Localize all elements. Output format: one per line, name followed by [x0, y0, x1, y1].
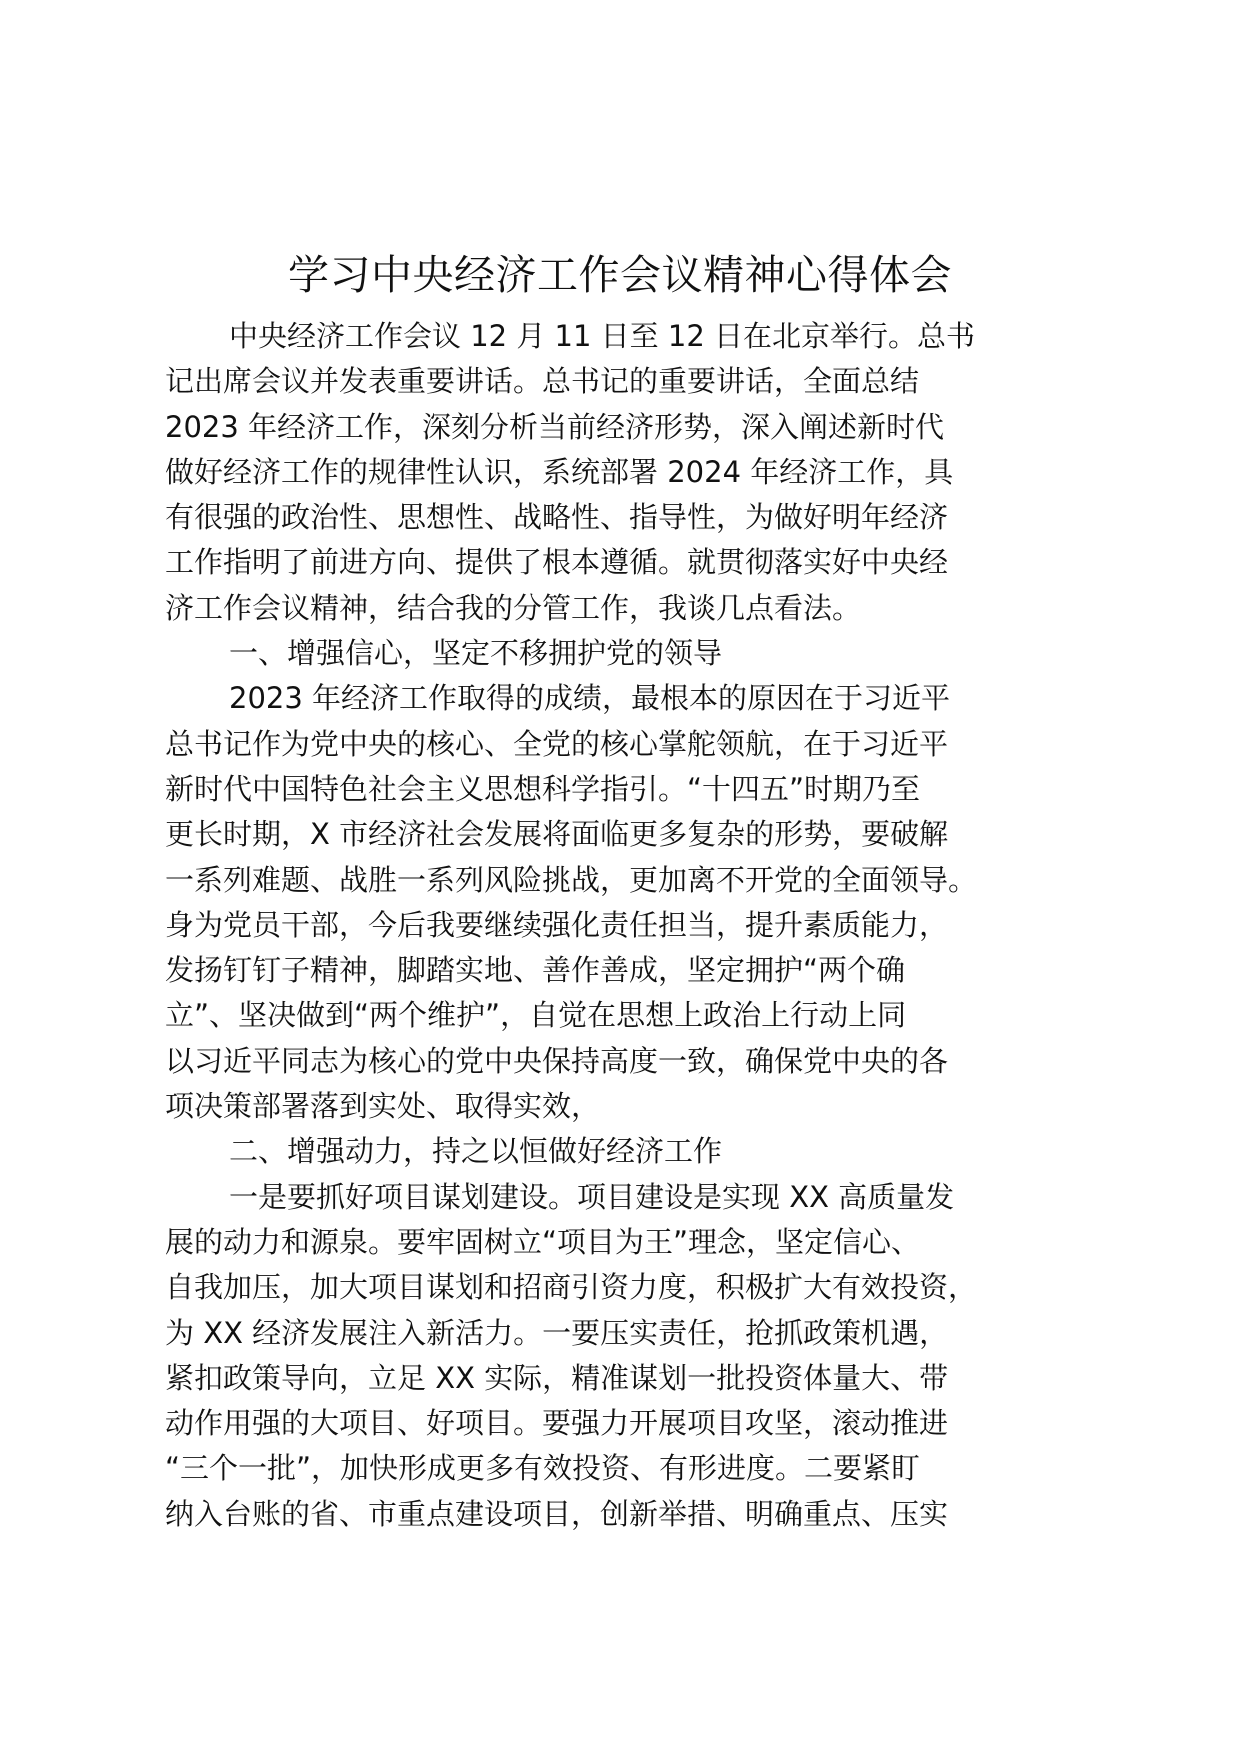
- paragraph-line: 以习近平同志为核心的党中央保持高度一致，确保党中央的各: [165, 1043, 949, 1078]
- paragraph-line: 2023 年经济工作，深刻分析当前经济形势，深入阐述新时代: [165, 409, 945, 444]
- paragraph-line: 记出席会议并发表重要讲话。总书记的重要讲话，全面总结: [165, 364, 920, 399]
- section-heading: 二、增强动力，持之以恒做好经济工作: [229, 1134, 723, 1169]
- paragraph-line: 发扬钉钉子精神，脚踏实地、善作善成，坚定拥护“两个确: [165, 953, 906, 988]
- paragraph-line: 紧扣政策导向，立足 XX 实际，精准谋划一批投资体量大、带: [165, 1360, 949, 1395]
- paragraph-line: 新时代中国特色社会主义思想科学指引。“十四五”时期乃至: [165, 771, 921, 806]
- paragraph-line: 一系列难题、战胜一系列风险挑战，更加离不开党的全面领导。: [165, 862, 978, 897]
- paragraph-line: 总书记作为党中央的核心、全党的核心掌舵领航，在于习近平: [165, 726, 949, 761]
- paragraph-line: 立”、坚决做到“两个维护”，自觉在思想上政治上行动上同: [165, 998, 907, 1033]
- document-title: 学习中央经济工作会议精神心得体会: [288, 251, 952, 299]
- paragraph-line: 项决策部署落到实处、取得实效，: [165, 1089, 601, 1124]
- paragraph-line: 为 XX 经济发展注入新活力。一要压实责任，抢抓政策机遇，: [165, 1315, 949, 1350]
- document-body: [165, 314, 1075, 1537]
- paragraph-line: 有很强的政治性、思想性、战略性、指导性，为做好明年经济: [165, 500, 949, 535]
- paragraph-line: 动作用强的大项目、好项目。要强力开展项目攻坚，滚动推进: [165, 1406, 949, 1441]
- paragraph-line: 中央经济工作会议 12 月 11 日至 12 日在北京举行。总书: [229, 319, 976, 353]
- paragraph-line: 纳入台账的省、市重点建设项目，创新举措、明确重点、压实: [165, 1496, 949, 1531]
- paragraph-line: 一是要抓好项目谋划建设。项目建设是实现 XX 高质量发: [229, 1179, 955, 1214]
- paragraph-line: “三个一批”，加快形成更多有效投资、有形进度。二要紧盯: [165, 1451, 921, 1486]
- section-heading: 一、增强信心，坚定不移拥护党的领导: [229, 636, 723, 671]
- paragraph-line: 展的动力和源泉。要牢固树立“项目为王”理念，坚定信心、: [165, 1224, 921, 1259]
- paragraph-line: 做好经济工作的规律性认识，系统部署 2024 年经济工作，具: [165, 454, 954, 489]
- paragraph-line: 济工作会议精神，结合我的分管工作，我谈几点看法。: [165, 590, 862, 625]
- paragraph-line: 身为党员干部，今后我要继续强化责任担当，提升素质能力，: [165, 907, 949, 942]
- paragraph-line: 2023 年经济工作取得的成绩，最根本的原因在于习近平: [229, 681, 951, 716]
- paragraph-line: 自我加压，加大项目谋划和招商引资力度，积极扩大有效投资，: [165, 1270, 978, 1305]
- paragraph-line: 更长时期，X 市经济社会发展将面临更多复杂的形势，要破解: [165, 817, 949, 852]
- paragraph-line: 工作指明了前进方向、提供了根本遵循。就贯彻落实好中央经: [165, 545, 949, 580]
